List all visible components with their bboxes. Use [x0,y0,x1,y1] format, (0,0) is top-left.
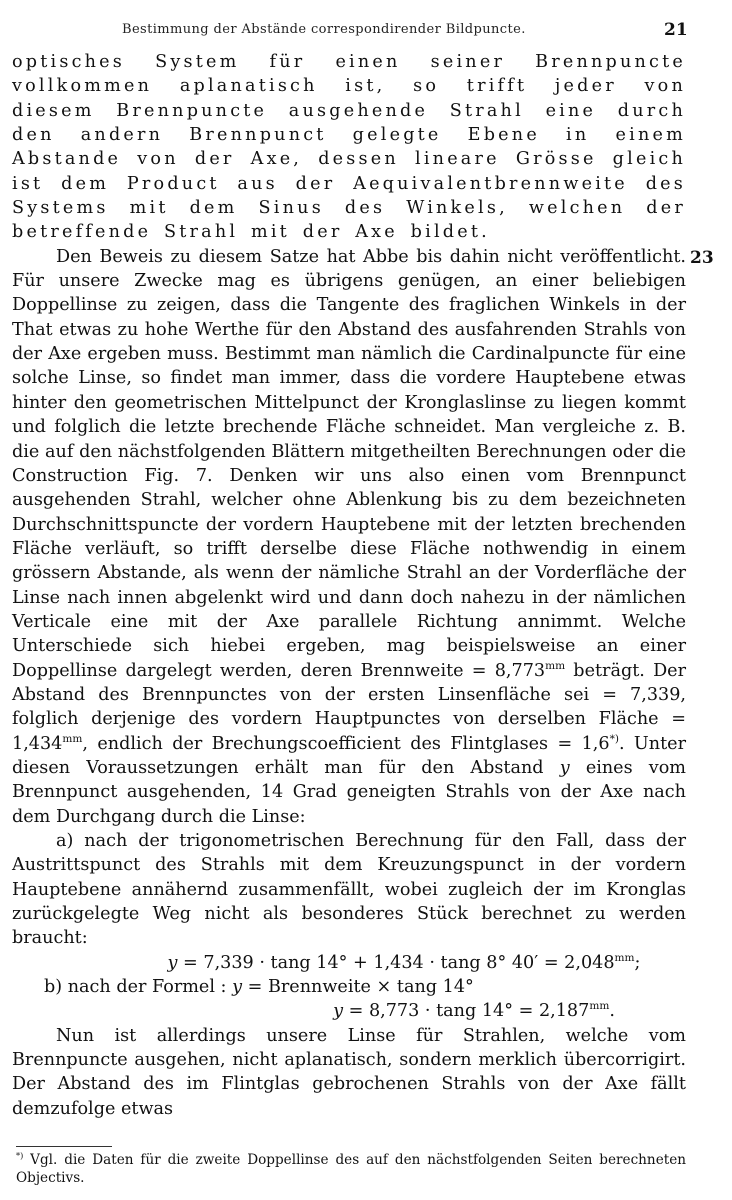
item-b-label: b) nach der Formel : [44,977,233,998]
running-head: Bestimmung der Abstände correspondirender Bildpuncte. [122,22,526,37]
formula-end: . [609,1001,615,1022]
footnote-mark: *) [16,1150,24,1161]
variable-y: y [333,1001,344,1022]
formula-b [12,999,686,1023]
text-segment: beträgt. Der Abstand des Brennpunctes von der ersten Linsenfläche sei = 7,339, folglich derjenige des vordern Hauptpunctes von derselben Fläche = 1,434 [12,660,686,754]
paragraph-theorem: optisches System für einen seiner Brennpuncte vollkommen aplanatisch ist, so trifft jeder von diesem Brennpuncte ausgehende Strahl eine durch den andern Brennpunct gelegte Ebene in einem Abstande von der Axe, dessen lineare Grösse gleich ist dem Product aus der Aequivalentbrennweite des Systems mit dem Sinus des Winkels, welchen der betreffende Strahl mit der Axe bildet. [12,52,686,243]
margin-page-reference: 23 [690,248,714,268]
unit-superscript: mm [545,659,566,672]
item-b [12,975,686,999]
unit-superscript: mm [614,951,635,964]
text-segment: eines vom Brennpunct ausgehenden, 14 Grad geneigten Strahls von der Axe nach dem Durchgang durch die Linse: [12,757,686,827]
formula-text: = 8,773 · tang 14° = 2,187 [343,1001,590,1022]
paragraph-conclusion: Nun ist allerdings unsere Linse für Strahlen, welche vom Brennpuncte ausgehen, nicht aplanatisch, sondern merklich übercorrigirt. Der Abstand des im Flintglas gebrochenen Strahls von der Axe fällt demzufolge etwas [12,1025,686,1119]
text-segment: , endlich der Brechungscoefficient des Flintglases = 1,6 [82,733,610,754]
text-segment: . Unter diesen Voraussetzungen erhält man für den Abstand [12,733,686,778]
paragraph-proof [12,245,686,829]
formula-end: ; [634,952,641,973]
unit-superscript: mm [62,732,83,745]
footnote-divider [16,1146,112,1147]
formula-a [12,951,686,975]
variable-y: y [559,757,570,778]
variable-y: y [167,952,178,973]
formula-text: = Brennweite × tang 14° [242,977,474,998]
text-segment: Den Beweis zu diesem Satze hat Abbe bis dahin nicht veröffentlicht. Für unsere Zwecke mag es übrigens genügen, an einer beliebigen Doppellinse zu zeigen, dass die Tangente des fraglichen Winkels in der That etwas zu hohe Werthe für den Abstand des ausfahrenden Strahls von der Axe ergeben muss. Bestimmt man nämlich die Cardinalpuncte für eine solche Linse, so findet man immer, dass die vordere Hauptebene etwas hinter den geometrischen Mittelpunct der Kronglaslinse zu liegen kommt und folglich die letzte brechende Fläche schneidet. Man vergleiche z. B. die auf den nächstfolgenden Blättern mitgetheilten Berechnungen oder die Construction Fig. 7. Denken wir uns also einen vom Brennpunct ausgehenden Strahl, welcher ohne Ablenkung bis zu dem bezeichneten Durchschnittspuncte der vordern Hauptebene mit der letzten brechenden Fläche verläuft, so trifft derselbe diese Fläche nothwendig in einem grössern Abstande, als wenn der nämliche Strahl an der Vorderfläche der Linse nach innen abgelenkt wird und dann doch nahezu in der nämlichen Verticale eine mit der Axe parallele Richtung annimmt. Welche Unterschiede sich hiebei ergeben, mag beispielsweise an einer Doppellinse dargelegt werden, deren Brennweite = 8,773 [12,246,686,681]
footnote-reference: *) [609,732,619,745]
page-number: 21 [664,20,688,40]
footnote [16,1151,686,1187]
formula-text: = 7,339 · tang 14° + 1,434 · tang 8° 40′ = 2,048 [177,952,615,973]
unit-superscript: mm [589,1000,610,1013]
item-a: a) nach der trigonometrischen Berechnung für den Fall, dass der Austrittspunct des Strahls mit dem Kreuzungspunct in der vordern Hauptebene annähernd zusammenfällt, wobei zugleich der im Kronglas zurückgelegte Weg nicht als besonderes Stück berechnet zu werden braucht: [12,831,686,949]
variable-y: y [232,977,243,998]
main-text [12,50,686,1121]
footnote-text: Vgl. die Daten für die zweite Doppellinse des auf den nächstfolgenden Seiten berechneten Objectivs. [16,1152,686,1186]
